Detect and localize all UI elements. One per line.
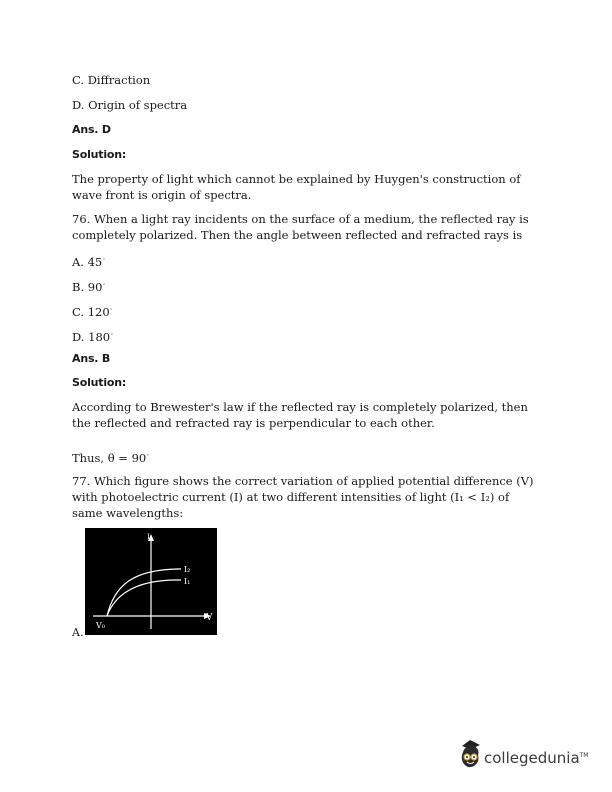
q76-option-c-text: C. 120: [72, 304, 110, 319]
label-i2: I₂: [184, 565, 191, 574]
q76-option-b-text: B. 90: [72, 279, 103, 294]
answer-b: Ans. B: [72, 352, 111, 365]
q76-option-a: [72, 252, 106, 270]
solution-text-1: The property of light which cannot be explained by Huygen's construction of wave front is origin of spectra.: [72, 172, 521, 202]
label-v0: V₀: [96, 621, 105, 630]
option-c-diffraction: C. Diffraction: [72, 73, 151, 87]
degree-symbol: ◦: [146, 452, 150, 459]
degree-symbol: ◦: [102, 256, 106, 263]
collegedunia-logo: [458, 738, 588, 778]
label-i: I: [147, 533, 150, 541]
question-76: 76. When a light ray incidents on the surface of a medium, the reflected ray is completely polarized. Then the angle between reflected and refracted rays is: [72, 212, 529, 242]
photoelectric-graph-figure: [85, 528, 217, 635]
answer-d: Ans. D: [72, 123, 111, 136]
student-mascot-icon: [458, 738, 482, 774]
q76-option-b: [72, 277, 106, 295]
label-i1: I₁: [184, 577, 191, 586]
logo-text: collegedunia: [484, 749, 580, 767]
degree-symbol: ◦: [102, 281, 106, 288]
q76-option-d-text: D. 180: [72, 329, 111, 344]
curve-i2: [107, 569, 181, 616]
label-v: V: [206, 613, 213, 623]
degree-symbol: ◦: [110, 331, 114, 338]
q76-option-c: [72, 302, 113, 320]
q76-option-a-text: A. 45: [72, 254, 103, 269]
logo-wordmark: [484, 749, 588, 767]
q76-option-d: [72, 327, 114, 345]
logo-trademark: TM: [579, 752, 589, 759]
solution-text-2: According to Brewester's law if the reflected ray is completely polarized, then the reflected and refracted ray is perpendicular to each other.: [72, 400, 528, 430]
thus-statement: [72, 448, 150, 466]
question-77: 77. Which figure shows the correct variation of applied potential difference (V) with photoelectric current (I) at two different intensities of light (I₁ < I₂) of same wavelengths:: [72, 474, 534, 520]
solution-label-1: Solution:: [72, 148, 127, 161]
option-d-origin-of-spectra: D. Origin of spectra: [72, 98, 188, 112]
degree-symbol: ◦: [109, 306, 114, 313]
option-a-label: A.: [72, 626, 84, 639]
solution-label-2: Solution:: [72, 376, 127, 389]
curve-i1: [107, 580, 181, 616]
graph-svg: [85, 528, 217, 635]
thus-text: Thus, θ = 90: [72, 450, 147, 465]
